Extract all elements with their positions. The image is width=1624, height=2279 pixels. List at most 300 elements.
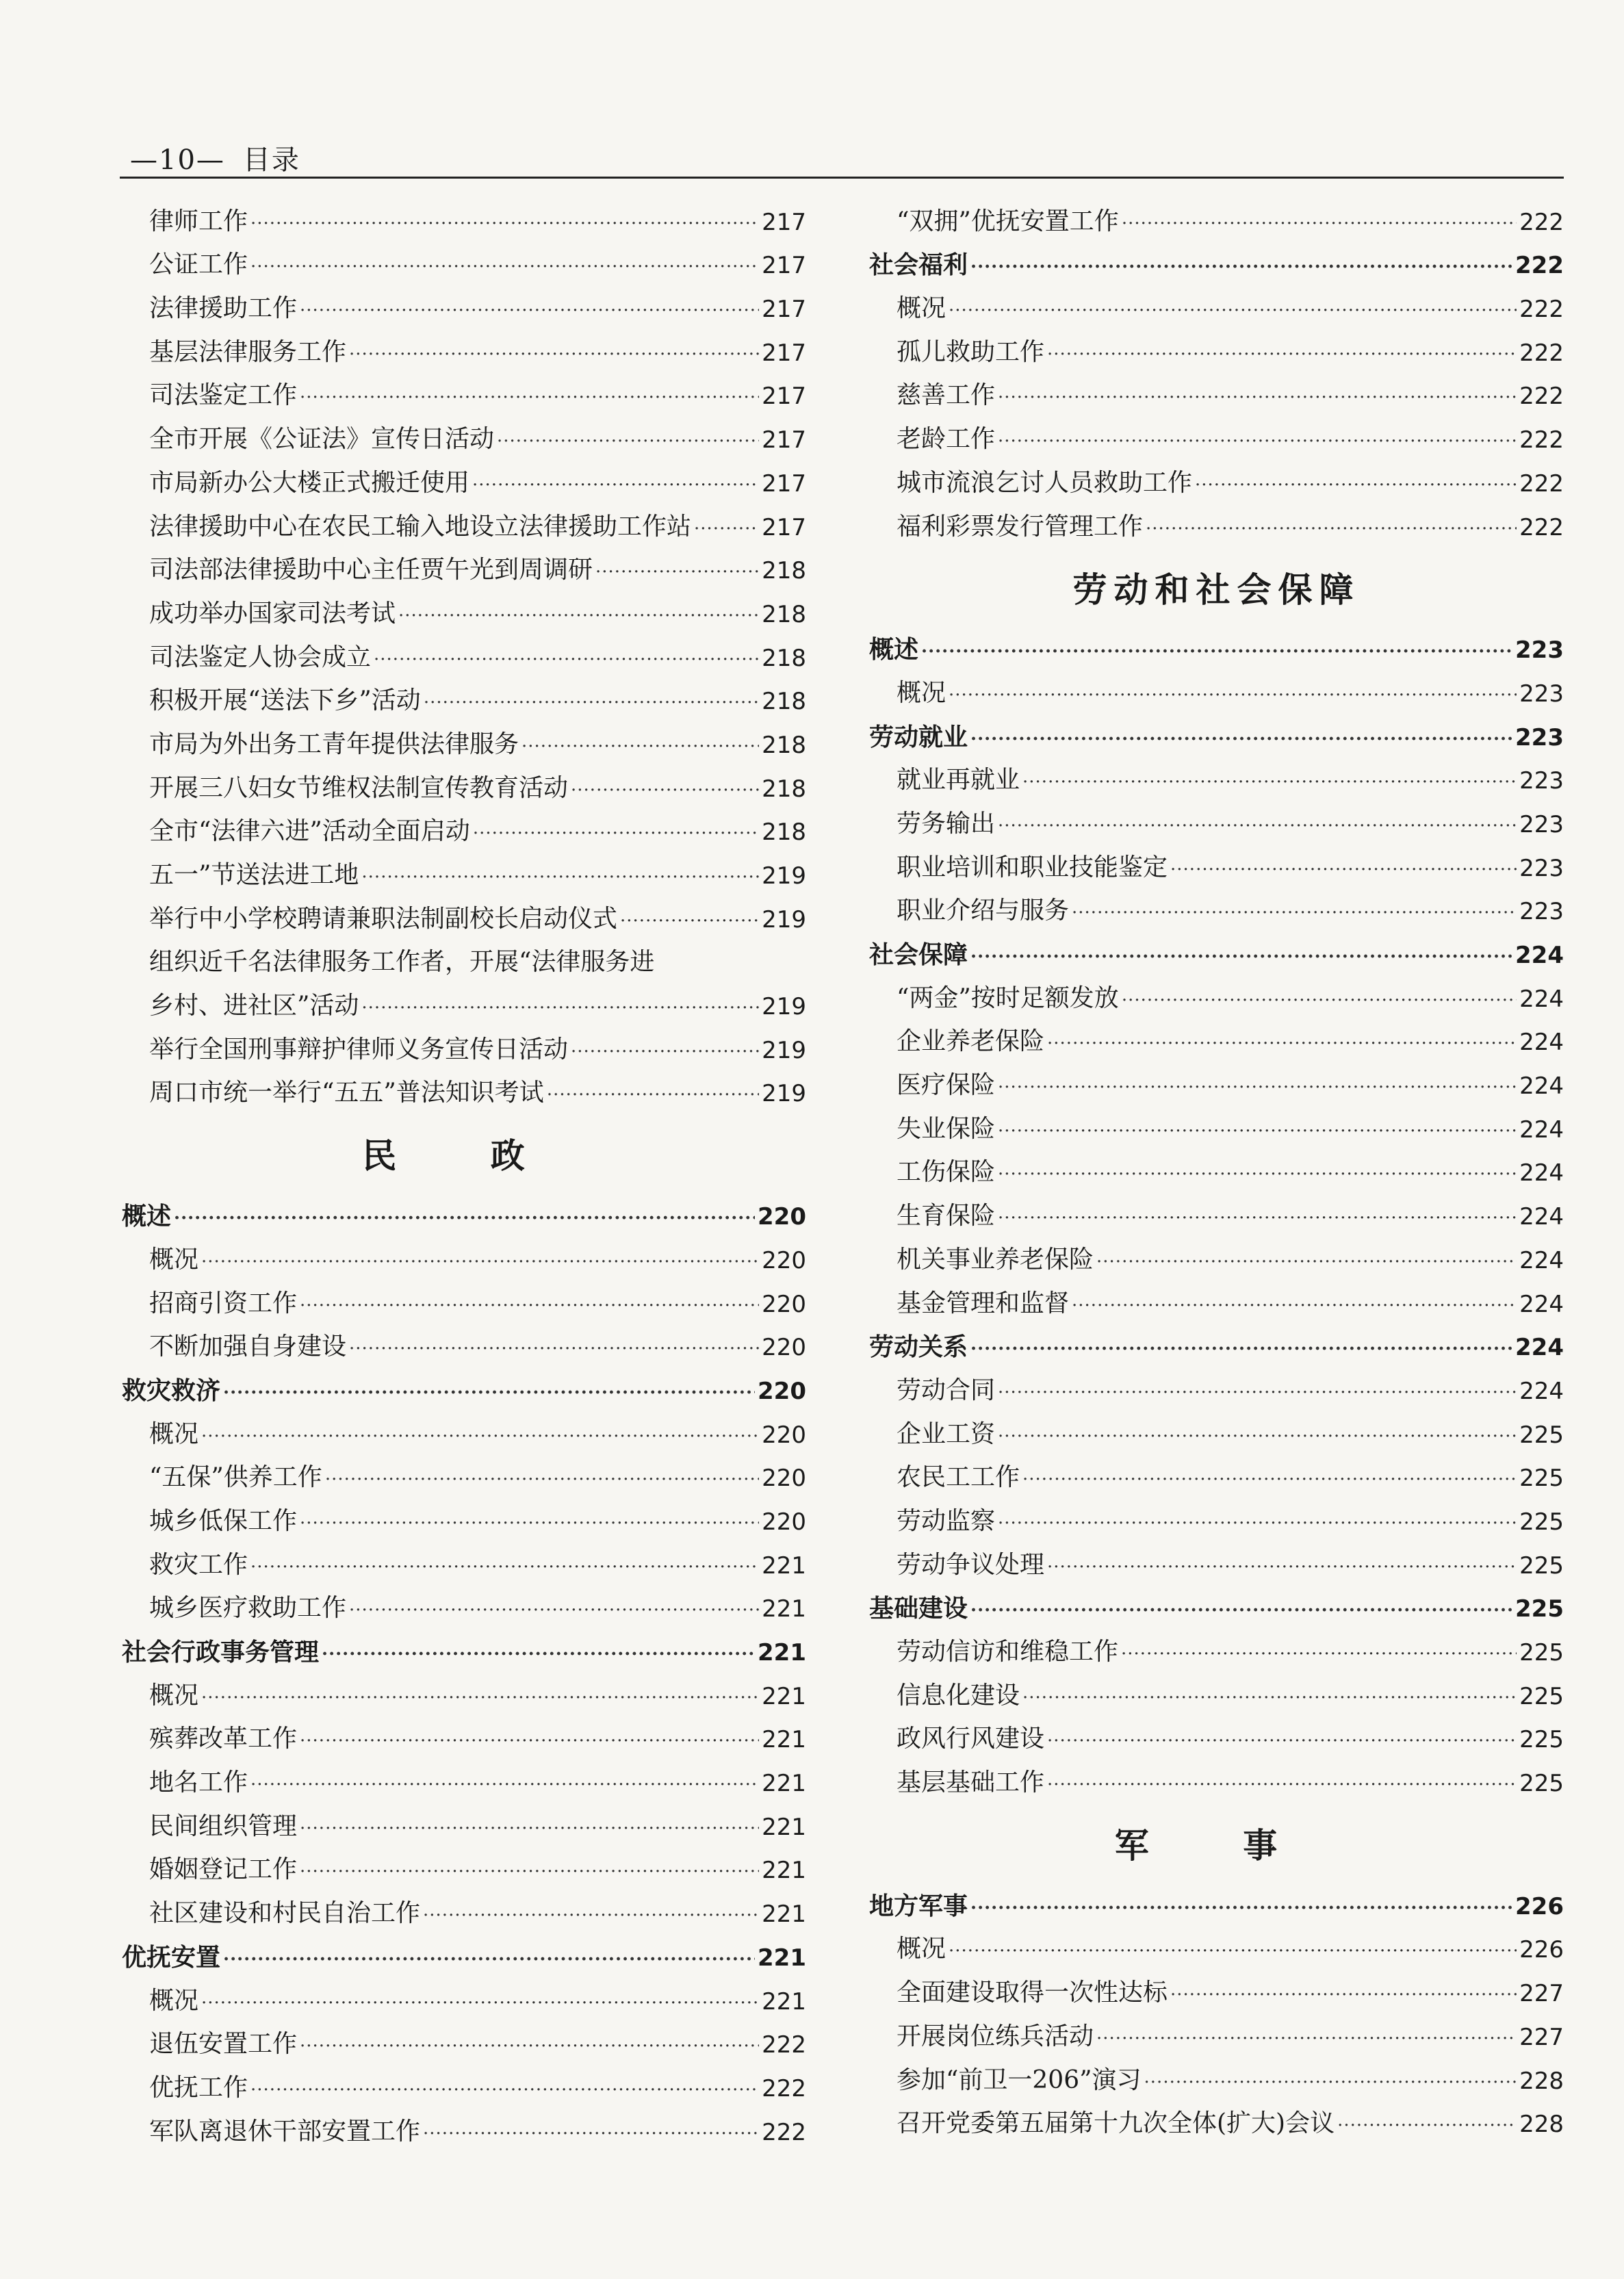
dot-leader bbox=[1337, 2117, 1517, 2135]
toc-category bbox=[122, 1193, 806, 1237]
dot-leader bbox=[250, 1776, 759, 1794]
toc-entry bbox=[869, 1367, 1564, 1411]
dot-leader bbox=[300, 1732, 759, 1750]
dot-leader bbox=[970, 258, 1512, 276]
dot-leader bbox=[921, 643, 1512, 660]
toc-entry-title: 五一”节送法进工地 bbox=[149, 861, 359, 889]
toc-entry bbox=[122, 416, 806, 460]
toc-entry bbox=[869, 2101, 1564, 2145]
toc-entry bbox=[869, 670, 1564, 714]
toc-entry-title: 召开党委第五届第十九次全体(扩大)会议 bbox=[897, 2109, 1335, 2138]
toc-entry-title: 生育保险 bbox=[897, 1202, 996, 1231]
dot-leader bbox=[1170, 861, 1517, 879]
toc-entry bbox=[122, 1237, 806, 1280]
toc-entry bbox=[122, 940, 806, 983]
toc-page-number: 217 bbox=[762, 426, 806, 454]
toc-page-number: 223 bbox=[1519, 680, 1564, 708]
toc-entry bbox=[122, 504, 806, 548]
dot-leader bbox=[620, 912, 759, 930]
toc-entry-title: 公证工作 bbox=[149, 250, 248, 279]
toc-entry-title: 周口市统一举行“五五”普法知识考试 bbox=[149, 1079, 544, 1107]
toc-entry-title: 企业养老保险 bbox=[897, 1027, 1045, 1056]
toc-entry bbox=[869, 1193, 1564, 1237]
toc-entry-title: 市局为外出务工青年提供法律服务 bbox=[149, 730, 519, 758]
right-column bbox=[869, 198, 1564, 2144]
toc-page-number: 224 bbox=[1519, 1116, 1564, 1144]
dot-leader bbox=[1047, 1776, 1517, 1794]
toc-entry bbox=[122, 634, 806, 678]
toc-page-number: 217 bbox=[762, 513, 806, 541]
toc-entry bbox=[122, 198, 806, 242]
toc-entry-title: 招商引资工作 bbox=[149, 1289, 298, 1317]
toc-entry-title: 劳动就业 bbox=[869, 722, 968, 751]
toc-page-number: 225 bbox=[1519, 1421, 1564, 1449]
dot-leader bbox=[998, 1209, 1517, 1227]
toc-entry bbox=[869, 198, 1564, 242]
toc-page-number: 221 bbox=[762, 1595, 806, 1623]
dot-leader bbox=[250, 258, 759, 276]
toc-entry-title: 殡葬改革工作 bbox=[149, 1725, 298, 1753]
toc-page-number: 222 bbox=[1519, 383, 1564, 411]
toc-page-number: 219 bbox=[762, 905, 806, 934]
toc-entry bbox=[122, 1280, 806, 1324]
toc-page-number: 221 bbox=[758, 1639, 806, 1666]
toc-entry-title: 司法鉴定人协会成立 bbox=[149, 643, 372, 671]
dot-leader bbox=[424, 694, 759, 712]
toc-entry-title: 退伍安置工作 bbox=[149, 2030, 298, 2059]
dot-leader bbox=[398, 607, 759, 625]
toc-entry bbox=[869, 2013, 1564, 2057]
toc-page-number: 218 bbox=[762, 557, 806, 585]
toc-entry bbox=[122, 1411, 806, 1455]
toc-page-number: 222 bbox=[1519, 426, 1564, 454]
toc-entry-title: 概述 bbox=[122, 1202, 172, 1231]
toc-entry bbox=[869, 373, 1564, 417]
toc-entry-title: 社会行政事务管理 bbox=[122, 1638, 320, 1666]
toc-entry-title: 救灾救济 bbox=[122, 1376, 221, 1405]
toc-page-number: 220 bbox=[762, 1290, 806, 1318]
toc-page-number: 223 bbox=[1515, 723, 1564, 751]
toc-entry bbox=[122, 983, 806, 1027]
dot-leader bbox=[201, 1253, 759, 1271]
toc-entry bbox=[122, 1978, 806, 2022]
dot-leader bbox=[473, 825, 759, 842]
toc-entry bbox=[122, 1673, 806, 1716]
toc-category bbox=[869, 1586, 1564, 1630]
toc-entry-title: 乡村、进社区”活动 bbox=[149, 992, 359, 1020]
toc-entry bbox=[869, 1237, 1564, 1280]
toc-entry bbox=[869, 1970, 1564, 2013]
toc-entry-title: 劳动关系 bbox=[869, 1332, 968, 1362]
toc-entry-title: 全面建设取得一次性达标 bbox=[897, 1979, 1168, 2007]
dot-leader bbox=[1144, 2074, 1517, 2091]
dot-leader bbox=[595, 563, 759, 581]
page-header bbox=[130, 138, 300, 177]
toc-entry bbox=[122, 373, 806, 417]
toc-entry bbox=[869, 1927, 1564, 1970]
toc-entry-title: 医疗保险 bbox=[897, 1071, 996, 1100]
toc-entry-title: 概况 bbox=[897, 294, 946, 323]
toc-category bbox=[869, 931, 1564, 975]
toc-page-number: 217 bbox=[762, 252, 806, 280]
toc-page-number: 222 bbox=[762, 2031, 806, 2059]
toc-page-number: 218 bbox=[762, 644, 806, 672]
dot-leader bbox=[1096, 1253, 1517, 1271]
toc-entry-title: 开展岗位练兵活动 bbox=[897, 2022, 1094, 2050]
dot-leader bbox=[571, 782, 759, 799]
toc-entry-title: “双拥”优抚安置工作 bbox=[897, 207, 1119, 235]
toc-page-number: 225 bbox=[1519, 1770, 1564, 1798]
dot-leader bbox=[250, 215, 759, 233]
dot-leader bbox=[250, 2081, 759, 2099]
section-heading-minzheng: 民 政 bbox=[362, 1135, 566, 1176]
toc-page-number: 221 bbox=[758, 1944, 806, 1972]
dot-leader bbox=[325, 1471, 759, 1489]
dot-leader bbox=[223, 1950, 755, 1968]
toc-page-number: 219 bbox=[762, 1036, 806, 1064]
toc-page-number: 221 bbox=[762, 1726, 806, 1754]
toc-entry-title: 军队离退休干部安置工作 bbox=[149, 2117, 421, 2146]
toc-page-number: 224 bbox=[1519, 1290, 1564, 1318]
dot-leader bbox=[472, 476, 759, 494]
toc-entry-title: 职业介绍与服务 bbox=[897, 897, 1070, 925]
page-number: —10— bbox=[130, 144, 225, 176]
toc-entry bbox=[122, 1027, 806, 1070]
toc-entry bbox=[869, 888, 1564, 932]
dot-leader bbox=[1096, 2030, 1517, 2048]
toc-entry bbox=[122, 1455, 806, 1499]
dot-leader bbox=[1195, 476, 1517, 494]
toc-entry bbox=[869, 1498, 1564, 1542]
toc-page-number: 218 bbox=[762, 775, 806, 803]
toc-entry-title: 开展三八妇女节维权法制宣传教育活动 bbox=[149, 773, 569, 802]
toc-entry bbox=[122, 2022, 806, 2065]
toc-entry bbox=[122, 1716, 806, 1760]
toc-entry bbox=[869, 1542, 1564, 1586]
toc-entry bbox=[122, 1498, 806, 1542]
dot-leader bbox=[423, 1907, 759, 1924]
dot-leader bbox=[300, 1820, 759, 1838]
dot-leader bbox=[949, 686, 1517, 704]
dot-leader bbox=[571, 1043, 759, 1061]
toc-entry-title: 概况 bbox=[149, 1986, 199, 2015]
toc-entry bbox=[122, 765, 806, 809]
toc-entry bbox=[122, 1070, 806, 1114]
dot-leader bbox=[300, 302, 759, 320]
toc-page-number: 225 bbox=[1519, 1551, 1564, 1580]
toc-entry-title: 劳动合同 bbox=[897, 1376, 996, 1404]
toc-entry-title: 福利彩票发行管理工作 bbox=[897, 512, 1144, 541]
toc-entry bbox=[122, 1847, 806, 1891]
toc-entry bbox=[869, 2057, 1564, 2101]
toc-entry-title: 优抚工作 bbox=[149, 2073, 248, 2102]
toc-list bbox=[869, 198, 1564, 548]
dot-leader bbox=[201, 1689, 759, 1707]
toc-page-number: 225 bbox=[1519, 1639, 1564, 1666]
toc-entry-title: 律师工作 bbox=[149, 207, 248, 235]
dot-leader bbox=[998, 1122, 1517, 1140]
dot-leader bbox=[694, 520, 759, 538]
toc-page-number: 224 bbox=[1519, 1029, 1564, 1057]
toc-entry-title: 城市流浪乞讨人员救助工作 bbox=[897, 468, 1193, 497]
dot-leader bbox=[998, 1079, 1517, 1096]
toc-page-number: 220 bbox=[762, 1508, 806, 1536]
toc-entry-title: 劳动争议处理 bbox=[897, 1550, 1045, 1579]
toc-entry-title: 概况 bbox=[149, 1245, 199, 1274]
toc-page-number: 223 bbox=[1519, 810, 1564, 838]
dot-leader bbox=[1047, 1732, 1517, 1750]
toc-list bbox=[869, 1883, 1564, 2144]
toc-entry bbox=[122, 329, 806, 373]
dot-leader bbox=[1122, 992, 1517, 1009]
toc-page-number: 217 bbox=[762, 469, 806, 498]
toc-page-number: 222 bbox=[1515, 252, 1564, 280]
toc-entry-title: 参加“前卫一206”演习 bbox=[897, 2065, 1142, 2094]
dot-leader bbox=[1022, 1471, 1517, 1489]
section-heading-military: 军 事 bbox=[1114, 1825, 1319, 1866]
toc-entry bbox=[869, 1760, 1564, 1803]
toc-page-number: 221 bbox=[762, 1901, 806, 1929]
dot-leader bbox=[1170, 1986, 1517, 2004]
toc-list bbox=[122, 198, 806, 1113]
toc-entry-title: 成功举办国家司法考试 bbox=[149, 599, 396, 628]
toc-entry-title: 慈善工作 bbox=[897, 381, 996, 410]
dot-leader bbox=[201, 1428, 759, 1445]
toc-entry bbox=[122, 242, 806, 286]
toc-entry bbox=[122, 285, 806, 329]
dot-leader bbox=[497, 433, 759, 450]
toc-entry-title: 城乡低保工作 bbox=[149, 1506, 298, 1535]
toc-page-number: 228 bbox=[1519, 2067, 1564, 2095]
toc-page-number: 224 bbox=[1515, 942, 1564, 969]
toc-page-number: 220 bbox=[758, 1203, 806, 1231]
toc-entry bbox=[869, 1411, 1564, 1455]
toc-entry-title: 概述 bbox=[869, 635, 919, 665]
toc-entry-title: 机关事业养老保险 bbox=[897, 1245, 1094, 1274]
toc-page-number: 222 bbox=[1519, 296, 1564, 324]
toc-entry bbox=[122, 460, 806, 504]
toc-entry-title: 职业培训和职业技能鉴定 bbox=[897, 853, 1168, 881]
toc-entry bbox=[122, 678, 806, 722]
toc-page-number: 222 bbox=[1519, 339, 1564, 367]
toc-category bbox=[122, 1629, 806, 1673]
toc-page-number: 222 bbox=[1519, 513, 1564, 541]
dot-leader bbox=[300, 1863, 759, 1881]
toc-entry bbox=[122, 1760, 806, 1803]
toc-entry bbox=[869, 801, 1564, 845]
toc-page-number: 225 bbox=[1519, 1508, 1564, 1536]
toc-page-number: 220 bbox=[762, 1246, 806, 1274]
toc-entry-title: 司法部法律援助中心主任贾午光到周调研 bbox=[149, 556, 593, 584]
toc-entry bbox=[869, 1716, 1564, 1760]
toc-category bbox=[869, 242, 1564, 286]
dot-leader bbox=[174, 1209, 755, 1227]
dot-leader bbox=[998, 433, 1517, 450]
dot-leader bbox=[223, 1384, 755, 1402]
toc-entry-title: 法律援助工作 bbox=[149, 294, 298, 323]
toc-entry bbox=[869, 1062, 1564, 1106]
dot-leader bbox=[1146, 520, 1517, 538]
dot-leader bbox=[1122, 215, 1517, 233]
toc-page-number: 221 bbox=[762, 1770, 806, 1798]
toc-page-number: 218 bbox=[762, 688, 806, 716]
section-heading-labor: 劳动和社会保障 bbox=[1072, 569, 1361, 610]
left-column bbox=[122, 198, 806, 2152]
toc-list bbox=[122, 1193, 806, 2152]
toc-page-number: 219 bbox=[762, 1080, 806, 1108]
dot-leader bbox=[300, 1515, 759, 1532]
toc-entry-title: 地名工作 bbox=[149, 1768, 248, 1797]
toc-entry-title: 地方军事 bbox=[869, 1891, 968, 1920]
dot-leader bbox=[349, 1601, 759, 1619]
toc-entry bbox=[122, 896, 806, 940]
toc-page-number: 220 bbox=[762, 1421, 806, 1449]
toc-page-number: 217 bbox=[762, 296, 806, 324]
toc-entry-title: 概况 bbox=[897, 678, 946, 707]
toc-page-number: 221 bbox=[762, 1813, 806, 1841]
toc-page-number: 221 bbox=[762, 1682, 806, 1710]
dot-leader bbox=[949, 302, 1517, 320]
toc-entry-title: 全市“法律六进”活动全面启动 bbox=[149, 817, 470, 846]
toc-page-number: 222 bbox=[762, 2074, 806, 2102]
toc-page-number: 224 bbox=[1519, 1159, 1564, 1187]
toc-page-number: 218 bbox=[762, 731, 806, 759]
toc-entry bbox=[869, 1106, 1564, 1150]
toc-entry-title: 基层法律服务工作 bbox=[149, 337, 347, 366]
toc-page-number: 224 bbox=[1519, 1203, 1564, 1231]
dot-leader bbox=[1022, 773, 1517, 791]
toc-page-number: 220 bbox=[762, 1334, 806, 1362]
toc-page-number: 217 bbox=[762, 208, 806, 236]
toc-entry-title: 举行中小学校聘请兼职法制副校长启动仪式 bbox=[149, 904, 618, 933]
toc-entry bbox=[869, 504, 1564, 548]
toc-page-number: 218 bbox=[762, 819, 806, 847]
toc-page-number: 224 bbox=[1515, 1334, 1564, 1362]
toc-page-number: 227 bbox=[1519, 2023, 1564, 2051]
dot-leader bbox=[998, 1384, 1517, 1402]
dot-leader bbox=[1072, 1297, 1517, 1315]
header-rule bbox=[120, 177, 1564, 179]
toc-page-number: 219 bbox=[762, 862, 806, 890]
toc-page-number: 219 bbox=[762, 993, 806, 1021]
toc-entry bbox=[869, 1629, 1564, 1673]
toc-page-number: 220 bbox=[758, 1377, 806, 1405]
toc-page-number: 222 bbox=[762, 2118, 806, 2146]
toc-category bbox=[869, 714, 1564, 758]
toc-page-number: 223 bbox=[1519, 898, 1564, 926]
toc-entry-title: 优抚安置 bbox=[122, 1942, 221, 1972]
dot-leader bbox=[970, 1340, 1512, 1358]
toc-entry-title: 社会福利 bbox=[869, 250, 968, 280]
dot-leader bbox=[374, 651, 759, 669]
dot-leader bbox=[361, 999, 759, 1017]
toc-entry bbox=[869, 758, 1564, 801]
toc-entry-title: 概况 bbox=[149, 1419, 199, 1448]
toc-entry bbox=[869, 460, 1564, 504]
toc-entry-title: 组织近千名法律服务工作者，开展“法律服务进 bbox=[149, 948, 655, 977]
toc-page-number: 217 bbox=[762, 383, 806, 411]
toc-entry bbox=[869, 1455, 1564, 1499]
toc-entry bbox=[122, 721, 806, 765]
toc-page-number: 222 bbox=[1519, 208, 1564, 236]
toc-entry-title: 劳务输出 bbox=[897, 809, 996, 838]
toc-entry-title: “五保”供养工作 bbox=[149, 1463, 322, 1492]
toc-entry bbox=[869, 1150, 1564, 1194]
toc-page-number: 225 bbox=[1519, 1465, 1564, 1493]
toc-entry-title: 信息化建设 bbox=[897, 1681, 1020, 1710]
toc-entry bbox=[869, 416, 1564, 460]
toc-entry-title: 劳动信访和维稳工作 bbox=[897, 1638, 1119, 1666]
toc-entry-title: 社会保障 bbox=[869, 940, 968, 969]
toc-entry-title: 孤儿救助工作 bbox=[897, 337, 1045, 366]
toc-page-number: 222 bbox=[1519, 469, 1564, 498]
dot-leader bbox=[998, 1515, 1517, 1532]
dot-leader bbox=[423, 2125, 759, 2143]
dot-leader bbox=[1047, 346, 1517, 363]
toc-page-number: 225 bbox=[1519, 1726, 1564, 1754]
toc-page-number: 217 bbox=[762, 339, 806, 367]
toc-page-number: 224 bbox=[1519, 985, 1564, 1013]
dot-leader bbox=[300, 1297, 759, 1315]
toc-page-number: 225 bbox=[1515, 1595, 1564, 1623]
toc-page-number: 224 bbox=[1519, 1377, 1564, 1405]
toc-category bbox=[869, 1883, 1564, 1927]
dot-leader bbox=[300, 389, 759, 407]
toc-entry bbox=[122, 2109, 806, 2152]
dot-leader bbox=[998, 389, 1517, 407]
toc-entry-title: 基础建设 bbox=[869, 1594, 968, 1623]
dot-leader bbox=[998, 817, 1517, 835]
toc-entry bbox=[869, 329, 1564, 373]
toc-page-number: 221 bbox=[762, 1551, 806, 1580]
toc-entry-title: 概况 bbox=[897, 1935, 946, 1963]
dot-leader bbox=[1022, 1689, 1517, 1707]
toc-entry bbox=[122, 548, 806, 591]
toc-entry bbox=[122, 809, 806, 853]
toc-page-number: 226 bbox=[1519, 1936, 1564, 1964]
toc-entry-title: 概况 bbox=[149, 1681, 199, 1710]
dot-leader bbox=[949, 1942, 1517, 1960]
dot-leader bbox=[349, 1340, 759, 1358]
toc-entry-title: 婚姻登记工作 bbox=[149, 1855, 298, 1884]
toc-entry-title: 老龄工作 bbox=[897, 425, 996, 454]
toc-page-number: 224 bbox=[1519, 1246, 1564, 1274]
toc-page-number: 223 bbox=[1519, 854, 1564, 882]
toc-entry-title: 失业保险 bbox=[897, 1114, 996, 1143]
dot-leader bbox=[1047, 1035, 1517, 1053]
toc-entry-title: 司法鉴定工作 bbox=[149, 381, 298, 410]
toc-entry-title: 举行全国刑事辩护律师义务宣传日活动 bbox=[149, 1035, 569, 1064]
toc-entry-title: 工伤保险 bbox=[897, 1158, 996, 1187]
toc-entry bbox=[869, 1673, 1564, 1716]
toc-page-number: 226 bbox=[1515, 1892, 1564, 1920]
toc-entry-title: 劳动监察 bbox=[897, 1506, 996, 1535]
dot-leader bbox=[349, 346, 759, 363]
dot-leader bbox=[521, 738, 759, 756]
toc-entry-title: 农民工工作 bbox=[897, 1463, 1020, 1492]
dot-leader bbox=[1121, 1645, 1517, 1663]
toc-list bbox=[869, 627, 1564, 1804]
toc-entry-title: 积极开展“送法下乡”活动 bbox=[149, 686, 421, 715]
toc-page-number: 220 bbox=[762, 1465, 806, 1493]
toc-page-number: 228 bbox=[1519, 2111, 1564, 2139]
dot-leader bbox=[1047, 1558, 1517, 1576]
dot-leader bbox=[250, 1558, 759, 1576]
toc-entry-title: 政风行风建设 bbox=[897, 1725, 1045, 1753]
toc-entry-title: “两金”按时足额发放 bbox=[897, 983, 1119, 1012]
toc-category bbox=[869, 627, 1564, 671]
dot-leader bbox=[970, 948, 1512, 966]
